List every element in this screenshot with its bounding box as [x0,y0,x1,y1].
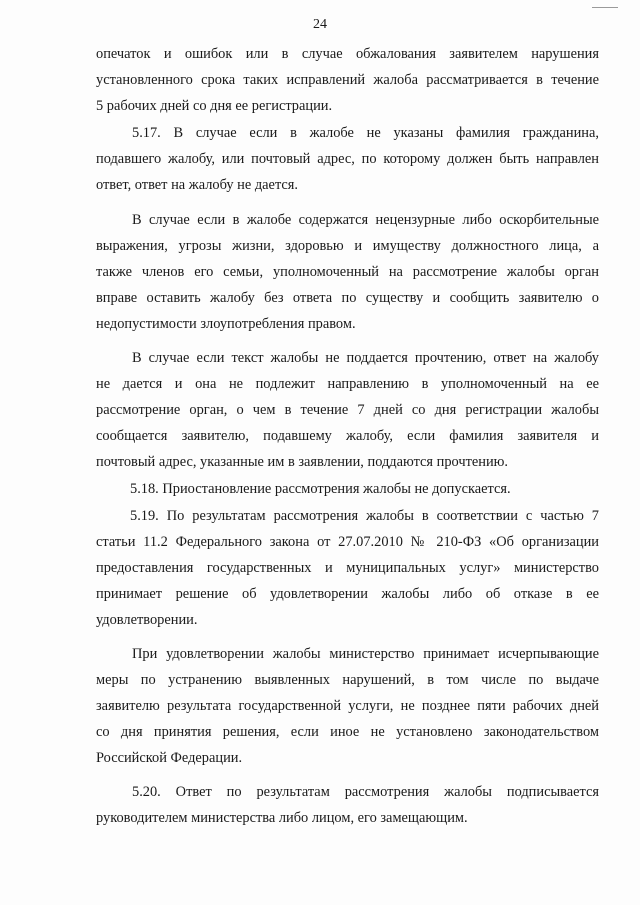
text-line: 5.18. Приостановление рассмотрения жалобы не допускается. [130,480,511,497]
text-line: принимает решение об удовлетворении жалобы либо об отказе в ее [96,585,599,602]
text-line: 5.20. Ответ по результатам рассмотрения жалобы подписывается [132,783,599,800]
paragraph-complaint-satisfied [96,641,599,771]
text-line: сообщается заявителю, подавшему жалобу, если фамилия заявителя и [96,428,599,445]
document-body [96,41,599,831]
text-line: вправе оставить жалобу без ответа по существу и сообщить заявителю о [96,289,599,306]
text-line: ответ, ответ на жалобу не дается. [96,177,299,194]
text-line: установленного срока таких исправлений жалоба рассматривается в течение [96,72,599,89]
text-line: 5.19. По результатам рассмотрения жалобы в соответствии с частью 7 [130,507,599,524]
paragraph-5-18 [96,476,599,502]
text-line: подавшего жалобу, или почтовый адрес, по которому должен быть направлен [96,151,599,168]
text-line: Российской Федерации. [96,750,243,767]
text-line: рассмотрение орган, о чем в течение 7 дней со дня регистрации жалобы [96,402,599,419]
paragraph-obscene-language [96,207,599,337]
text-line: статьи 11.2 Федерального закона от 27.07.2010 № 210-ФЗ «Об организации [96,533,599,550]
paragraph-5-19 [96,503,599,633]
text-line: опечаток и ошибок или в случае обжалования заявителем нарушения [96,46,599,62]
text-line: со дня принятия решения, если иное не установлено законодательством [96,724,599,741]
scan-corner-mark [592,7,618,8]
paragraph-5-20 [96,779,599,831]
text-line: 5 рабочих дней со дня ее регистрации. [96,98,333,115]
text-line: заявителю результата государственной услуги, не позднее пяти рабочих дней [96,698,599,715]
paragraph-5-17 [96,120,599,198]
text-line: В случае если в жалобе содержатся нецензурные либо оскорбительные [132,211,599,228]
text-line: недопустимости злоупотребления правом. [96,315,356,332]
text-line: руководителем министерства либо лицом, его замещающим. [96,809,468,826]
text-line: также членов его семьи, уполномоченный на рассмотрение жалобы орган [96,263,599,280]
text-line: не дается и она не подлежит направлению в уполномоченный на ее [96,376,599,393]
text-line: выражения, угрозы жизни, здоровью и имуществу должностного лица, а [96,237,599,254]
text-line: меры по устранению выявленных нарушений, в том числе по выдаче [96,672,599,689]
page-number: 24 [313,17,327,32]
text-line: почтовый адрес, указанные им в заявлении, поддаются прочтению. [96,454,509,471]
text-line: предоставления государственных и муниципальных услуг» министерство [96,559,599,576]
text-line: 5.17. В случае если в жалобе не указаны фамилия гражданина, [132,125,599,142]
paragraph-unreadable-text [96,345,599,475]
text-line: удовлетворении. [96,611,198,628]
paragraph-continuation [96,41,599,119]
text-line: В случае если текст жалобы не поддается прочтению, ответ на жалобу [132,350,599,367]
text-line: При удовлетворении жалобы министерство принимает исчерпывающие [132,646,599,663]
